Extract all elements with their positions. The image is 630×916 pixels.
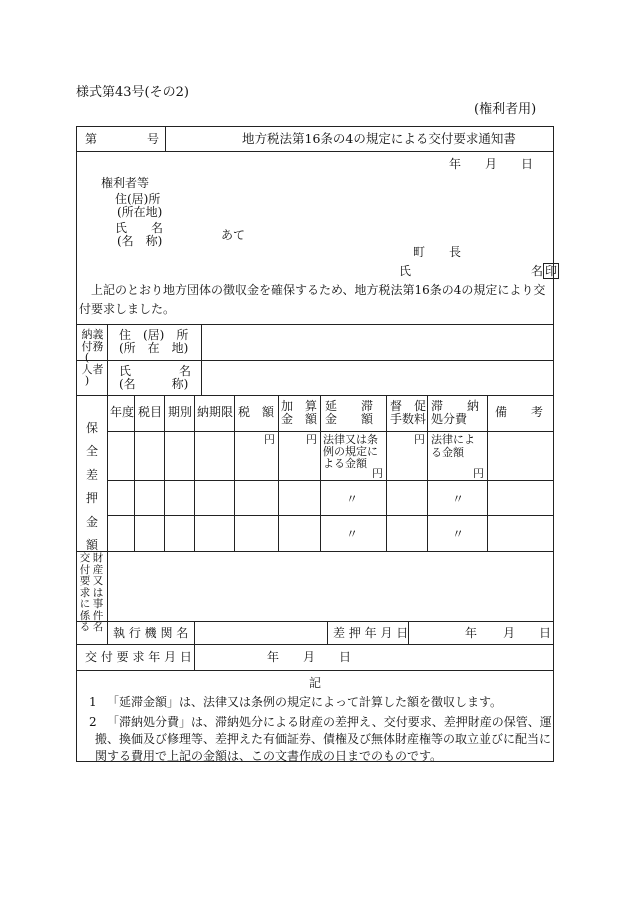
notice-form bbox=[76, 126, 558, 763]
recipient-name-sub: (名 称) bbox=[117, 234, 163, 248]
yen-addition: 円 bbox=[306, 433, 317, 446]
yen-urge: 円 bbox=[414, 433, 425, 446]
request-date-label: 交 付 要 求 年 月 日 bbox=[85, 650, 192, 664]
sender-name-label bbox=[399, 263, 559, 279]
request-date-day: 日 bbox=[339, 650, 352, 664]
form-variant: (権利者用) bbox=[474, 102, 537, 117]
note-2-line-2: 搬、換価及び修理等、差押えた有価証券、債権及び無体財産権等の取立並びに配当に bbox=[95, 732, 552, 746]
delay-note-3: よる金額 bbox=[323, 457, 367, 470]
ditto-arrears-row3: 〃 bbox=[452, 527, 465, 541]
taxpayer-address-sub: (所 在 地) bbox=[119, 341, 189, 355]
intro-text-1: 上記のとおり地方団体の徴収金を確保するため、地方税法第16条の4の規定により交 bbox=[91, 283, 546, 297]
col-header-arrears-1: 滞 納 bbox=[431, 399, 480, 413]
seal-mark: 印 bbox=[545, 264, 558, 278]
sender-title: 町 長 bbox=[413, 245, 462, 259]
delay-note-2: 例の規定に bbox=[323, 445, 378, 458]
recipient-name-label: 氏 名 bbox=[115, 221, 164, 235]
ditto-arrears-row2: 〃 bbox=[452, 492, 465, 506]
taxpayer-name-field[interactable] bbox=[202, 361, 552, 394]
note-1-num: 1 bbox=[89, 695, 97, 709]
yen-delay: 円 bbox=[372, 467, 383, 480]
col-header-urge-1: 督 促 bbox=[390, 399, 427, 413]
col-header-due: 納期限 bbox=[197, 405, 234, 419]
note-2-num: 2 bbox=[89, 715, 97, 729]
recipient-ate: あて bbox=[221, 228, 246, 242]
date-day: 日 bbox=[521, 157, 534, 171]
col-header-delay-1: 延 滞 bbox=[325, 399, 374, 413]
col-header-delay-2: 金 額 bbox=[325, 412, 374, 426]
col-header-note: 備 考 bbox=[495, 405, 544, 419]
col-header-urge-2: 手数料 bbox=[390, 412, 427, 426]
note-1-text: 「延滞金額」は、法律又は条例の規定によって計算した額を徴収します。 bbox=[107, 695, 503, 709]
arrears-note-2: る金額 bbox=[431, 446, 464, 459]
note-2-line-3: 関する費用で上記の金額は、この文書作成の日までのものです。 bbox=[95, 749, 443, 763]
seizure-amount-label: 保 全 差 押 金 額 bbox=[85, 421, 98, 552]
request-date-year: 年 bbox=[267, 650, 280, 664]
sender-name: 氏 名 bbox=[399, 264, 544, 278]
taxpayer-label-a: 納 付 ( 人 ) bbox=[81, 328, 93, 388]
date-year: 年 bbox=[449, 157, 462, 171]
taxpayer-name-label: 氏 名 bbox=[119, 364, 192, 378]
recipient-address-label: 住(居)所 bbox=[115, 192, 161, 206]
note-2-line-1: 「滞納処分費」は、滞納処分による財産の差押え、交付要求、差押財産の保管、運 bbox=[107, 715, 552, 729]
delivery-target-field[interactable] bbox=[108, 552, 552, 620]
ditto-delay-row2: 〃 bbox=[346, 492, 359, 506]
col-header-period: 期別 bbox=[168, 405, 193, 419]
seizure-date-day: 日 bbox=[539, 626, 552, 640]
request-date-month: 月 bbox=[303, 650, 316, 664]
col-header-arrears-2: 処分費 bbox=[431, 412, 468, 426]
intro-text-2: 付要求しました。 bbox=[79, 302, 176, 316]
form-number: 様式第43号(その2) bbox=[76, 85, 189, 100]
delay-note-1: 法律又は条 bbox=[323, 433, 378, 446]
taxpayer-address-field[interactable] bbox=[202, 325, 552, 359]
executing-agency-label: 執 行 機 関 名 bbox=[113, 626, 189, 640]
ditto-delay-row3: 〃 bbox=[346, 527, 359, 541]
col-header-year: 年度 bbox=[110, 405, 135, 419]
date-month: 月 bbox=[485, 157, 498, 171]
delivery-target-label bbox=[78, 553, 106, 643]
col-header-tax-amount: 税 額 bbox=[238, 405, 275, 419]
seizure-date-month: 月 bbox=[503, 626, 516, 640]
document-title: 地方税法第16条の4の規定による交付要求通知書 bbox=[242, 131, 516, 146]
col-header-addition-2: 金 額 bbox=[281, 412, 318, 426]
number-label-1: 第 bbox=[85, 132, 98, 146]
seizure-date-label: 差 押 年 月 日 bbox=[333, 626, 409, 640]
delivery-label-col-2: 財 産 又 は 事 件 名 bbox=[92, 552, 104, 634]
number-label-2: 号 bbox=[147, 132, 160, 146]
seizure-date-year: 年 bbox=[465, 626, 478, 640]
col-header-tax-item: 税目 bbox=[138, 405, 163, 419]
arrears-note-1: 法律によ bbox=[431, 433, 475, 446]
yen-arrears: 円 bbox=[473, 467, 484, 480]
notes-heading: 記 bbox=[309, 676, 322, 690]
col-header-addition-1: 加 算 bbox=[281, 399, 318, 413]
yen-tax-amount: 円 bbox=[264, 433, 275, 446]
taxpayer-label bbox=[79, 327, 105, 393]
executing-agency-field[interactable] bbox=[195, 622, 326, 643]
taxpayer-label-b: 義 務 者 bbox=[92, 328, 104, 377]
recipient-group: 権利者等 bbox=[101, 176, 150, 190]
delivery-label-col-1: 交 付 要 求 に 係 る bbox=[79, 552, 91, 634]
taxpayer-name-sub: (名 称) bbox=[119, 377, 189, 391]
recipient-address-sub: (所在地) bbox=[117, 205, 163, 219]
taxpayer-address-label: 住 (居) 所 bbox=[119, 328, 189, 342]
